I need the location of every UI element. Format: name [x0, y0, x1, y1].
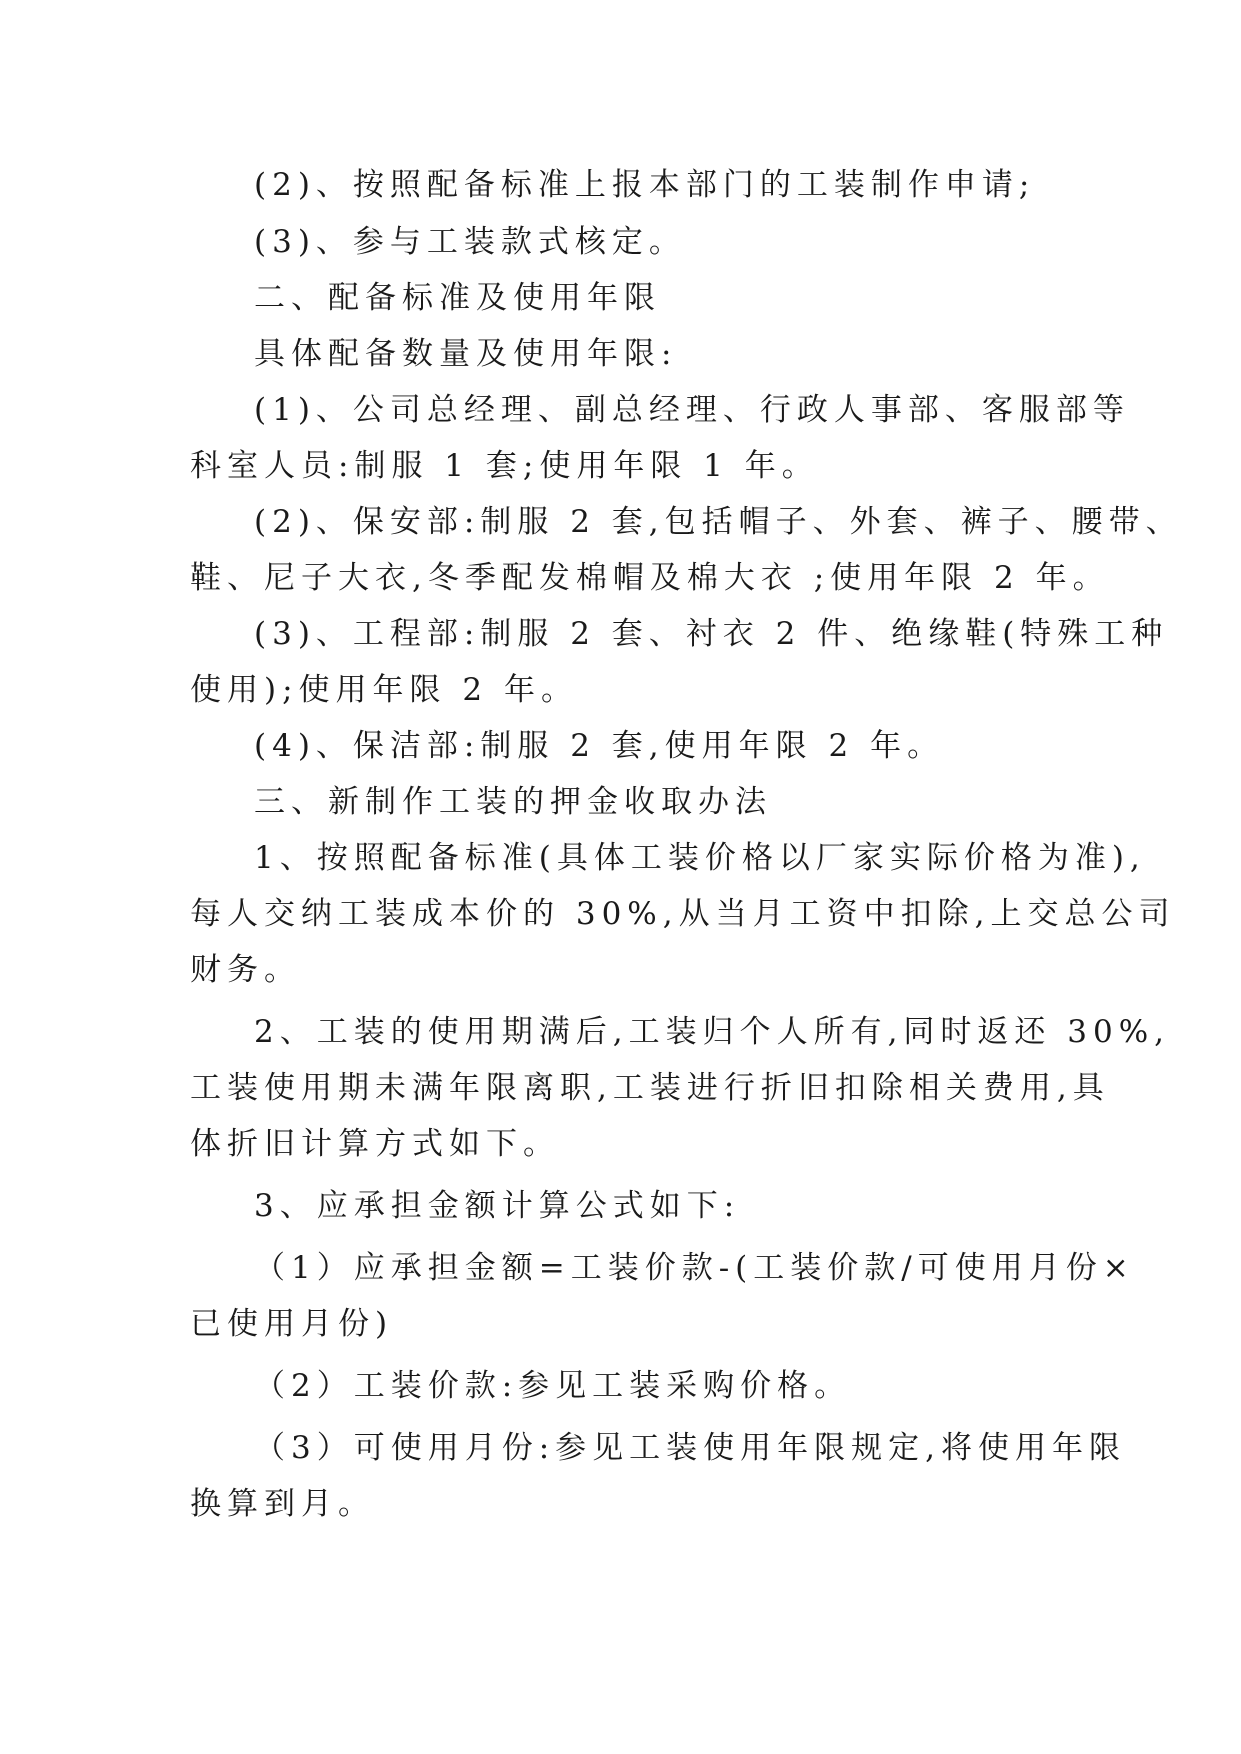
text-line-16: 2、工装的使用期满后,工装归个人所有,同时返还 30%,: [254, 1014, 1171, 1050]
text-line-11: (4)、保洁部:制服 2 套,使用年限 2 年。: [254, 728, 945, 764]
text-line-24: 换算到月。: [190, 1486, 375, 1522]
text-line-2: (3)、参与工装款式核定。: [254, 224, 686, 260]
text-line-15: 财务。: [190, 952, 301, 988]
text-line-10: 使用);使用年限 2 年。: [190, 672, 578, 708]
text-line-14: 每人交纳工装成本价的 30%,从当月工资中扣除,上交总公司: [190, 896, 1176, 932]
text-line-20: （1）应承担金额=工装价款-(工装价款/可使用月份×: [254, 1250, 1135, 1286]
text-line-19: 3、应承担金额计算公式如下:: [254, 1188, 741, 1224]
text-line-5: (1)、公司总经理、副总经理、行政人事部、客服部等: [254, 392, 1130, 428]
text-line-9: (3)、工程部:制服 2 套、衬衣 2 件、绝缘鞋(特殊工种: [254, 616, 1169, 652]
text-line-13: 1、按照配备标准(具体工装价格以厂家实际价格为准),: [254, 840, 1146, 876]
text-line-8: 鞋、尼子大衣,冬季配发棉帽及棉大衣 ;使用年限 2 年。: [190, 560, 1110, 596]
text-line-18: 体折旧计算方式如下。: [190, 1126, 560, 1162]
text-line-21: 已使用月份): [190, 1306, 394, 1342]
text-line-4: 具体配备数量及使用年限:: [254, 336, 678, 372]
text-line-17: 工装使用期未满年限离职,工装进行折旧扣除相关费用,具: [190, 1070, 1110, 1106]
text-line-1: (2)、按照配备标准上报本部门的工装制作申请;: [254, 167, 1036, 203]
text-line-7: (2)、保安部:制服 2 套,包括帽子、外套、裤子、腰带、: [254, 504, 1183, 540]
text-line-6: 科室人员:制服 1 套;使用年限 1 年。: [190, 448, 819, 484]
section-heading-2: 二、配备标准及使用年限: [254, 280, 661, 316]
section-heading-3: 三、新制作工装的押金收取办法: [254, 784, 772, 820]
text-line-22: （2）工装价款:参见工装采购价格。: [254, 1368, 852, 1404]
text-line-23: （3）可使用月份:参见工装使用年限规定,将使用年限: [254, 1430, 1127, 1466]
